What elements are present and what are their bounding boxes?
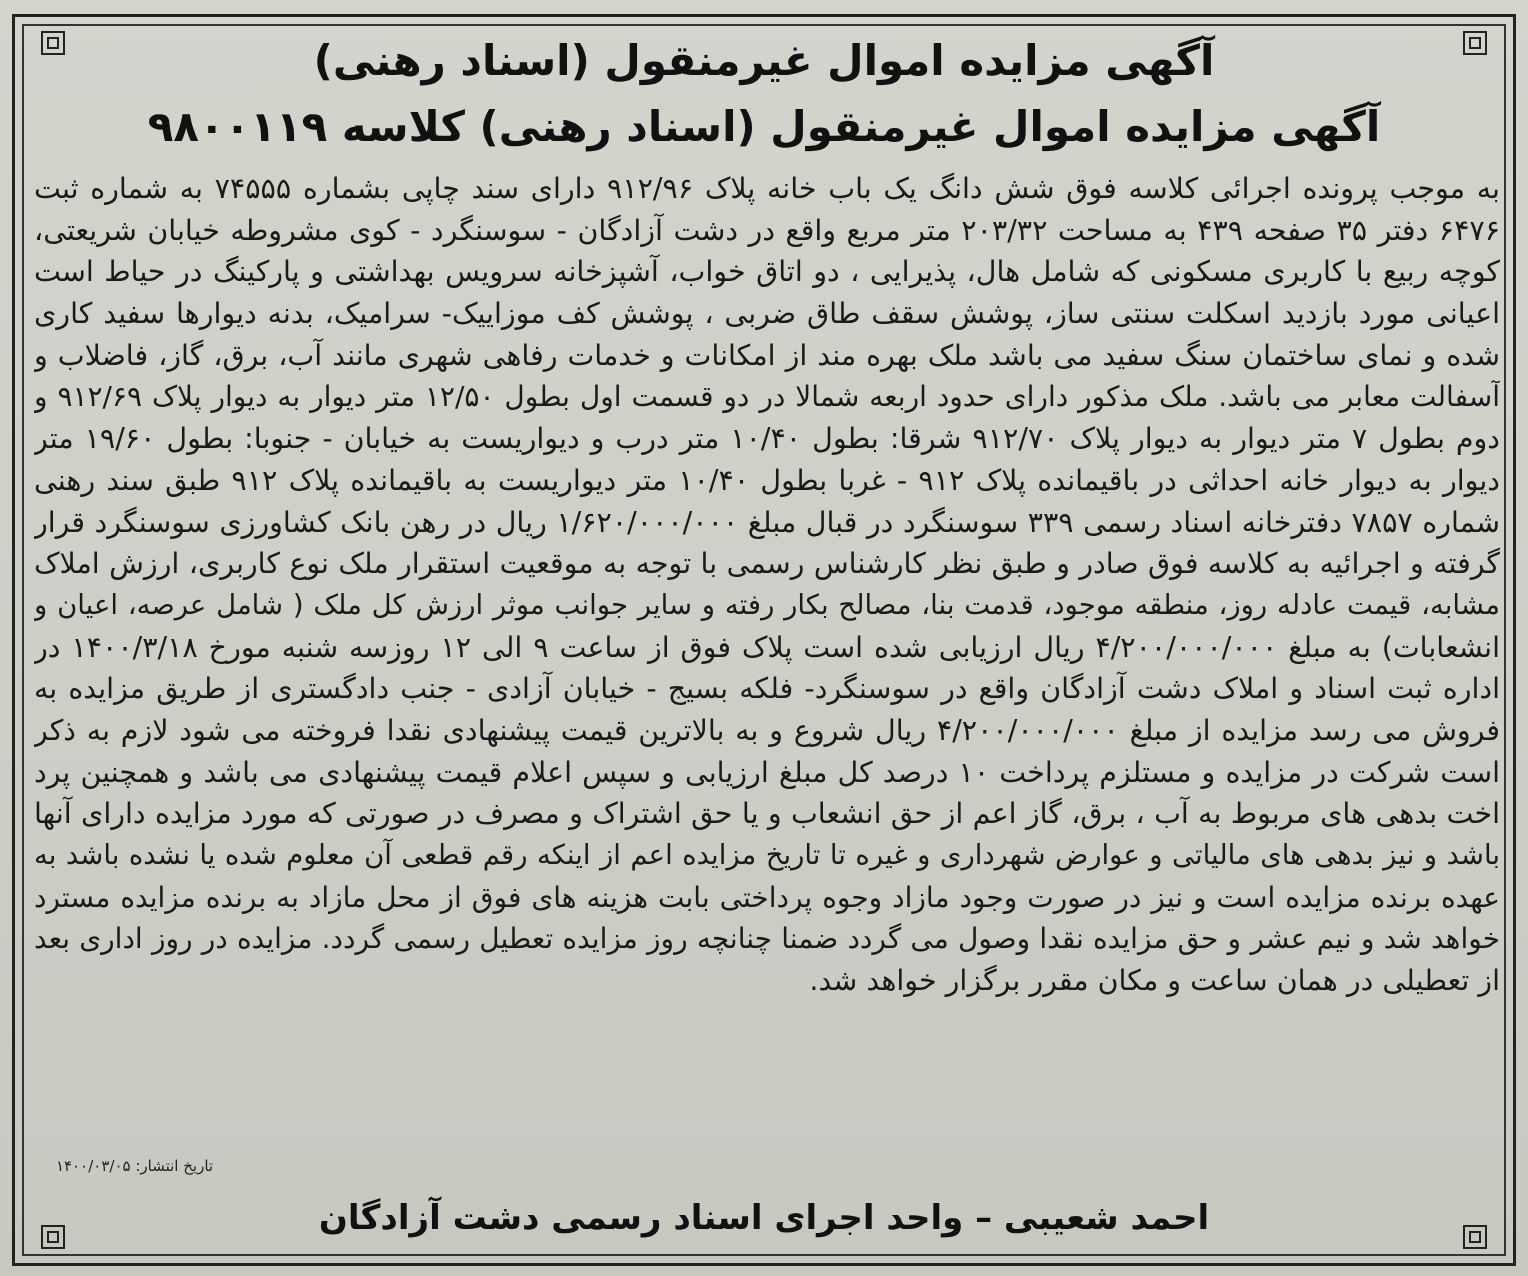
- corner-ornament-icon: [1462, 30, 1488, 56]
- body-line: خواهد شد و نیم عشر و حق مزایده نقدا وصول می گردد ضمنا چنانچه روز مزایده تعطیل رسمی گردد. مزایده در روز اداری بعد: [34, 922, 1500, 956]
- body-line: اداره ثبت اسناد و املاک دشت آزادگان واقع در سوسنگرد- فلکه بسیج - خیابان آزادی - جنب دادگستری از طریق مزایده به: [34, 672, 1500, 706]
- corner-ornament-icon: [1462, 1224, 1488, 1250]
- body-line: است شرکت در مزایده و مستلزم پرداخت ۱۰ درصد کل مبلغ ارزیابی و سپس اعلام قیمت پیشنهادی می باشد و همچنین پرد: [34, 755, 1500, 789]
- body-line: به موجب پرونده اجرائی کلاسه فوق شش دانگ یک باب خانه پلاک ۹۱۲/۹۶ دارای سند چاپی بشماره ۷۴۵۵۵ به شماره ثبت: [34, 172, 1500, 205]
- body-line: مشابه، قیمت عادله روز، منطقه موجود، قدمت بنا، مصالح بکار رفته و سایر جوانب موثر ارزش کل ملک ( شامل عرصه، اعیان و: [34, 588, 1500, 621]
- body-line: اخت بدهی های مربوط به آب ، برق، گاز اعم از حق انشعاب و یا حق اشتراک و مصرف در صورتی که مورد مزایده دارای آنها: [34, 797, 1500, 831]
- corner-ornament-icon: [40, 30, 66, 56]
- body-line: شماره ۷۸۵۷ دفترخانه اسناد رسمی ۳۳۹ سوسنگرد در قبال مبلغ ۱/۶۲۰/۰۰۰/۰۰۰ ریال در رهن بانک کشاورزی سوسنگرد قرار: [34, 505, 1500, 539]
- corner-ornament-icon: [40, 1224, 66, 1250]
- body-line: آسفالت معابر می باشد. ملک مذکور دارای حدود اربعه شمالا در دو قسمت اول بطول ۱۲/۵۰ متر دیوار به دیوار پلاک ۹۱۲/۶۹ و: [34, 380, 1500, 414]
- publish-date: تاریخ انتشار: ۱۴۰۰/۰۳/۰۵: [56, 1157, 214, 1175]
- body-line: شده و نمای ساختمان سنگ سفید می باشد ملک بهره مند از امکانات و خدمات رفاهی شهری مانند آب، برق، گاز، فاضلاب و: [34, 338, 1500, 372]
- body-line: اعیانی مورد بازدید اسکلت سنتی ساز، پوشش سقف طاق ضربی ، پوشش کف موزاییک- سرامیک، بدنه دیوارها سفید کاری: [34, 297, 1500, 331]
- signature: احمد شعیبی – واحد اجرای اسناد رسمی دشت آزادگان: [318, 1198, 1210, 1238]
- body-line: باشد و نیز بدهی های مالیاتی و عوارض شهرداری و غیره تا تاریخ مزایده اعم از اینکه رقم قطعی آن معلوم شده یا نشده باشد به: [34, 839, 1500, 871]
- notice-title: آگهی مزایده اموال غیرمنقول (اسناد رهنی): [313, 36, 1215, 85]
- notice-body: [34, 168, 1500, 1170]
- body-line: فروش می رسد مزایده از مبلغ ۴/۲۰۰/۰۰۰/۰۰۰ ریال شروع و به بالاترین قیمت پیشنهادی نقدا فروخته می شود لازم به ذکر: [34, 713, 1500, 747]
- body-line: دوم بطول ۷ متر دیوار به دیوار پلاک ۹۱۲/۷۰ شرقا: بطول ۱۰/۴۰ متر درب و دیواریست به خیابان - جنوبا: بطول ۱۹/۶۰ متر: [34, 422, 1500, 456]
- body-line: گرفته و اجرائیه به کلاسه فوق صادر و طبق نظر کارشناس رسمی با توجه به موقعیت استقرار ملک نوع کاربری، ارزش املاک: [34, 547, 1500, 581]
- body-line: ۶۴۷۶ دفتر ۳۵ صفحه ۴۳۹ به مساحت ۲۰۳/۳۲ متر مربع واقع در دشت آزادگان - سوسنگرد - کوی مشروطه خیابان شریعتی،: [34, 213, 1500, 247]
- notice-subtitle: آگهی مزایده اموال غیرمنقول (اسناد رهنی) کلاسه ۹۸۰۰۱۱۹: [147, 102, 1381, 151]
- body-line: انشعابات) به مبلغ ۴/۲۰۰/۰۰۰/۰۰۰ ریال ارزیابی شده است پلاک فوق از ساعت ۹ الی ۱۲ روزسه شنبه مورخ ۱۴۰۰/۳/۱۸ در: [34, 630, 1500, 664]
- body-line: از تعطیلی در همان ساعت و مکان مقرر برگزار خواهد شد.: [809, 964, 1500, 998]
- body-line: عهده برنده مزایده است و نیز در صورت وجود مازاد وجوه پرداختی بابت هزینه های فوق از محل مازاد به برنده مزایده مسترد: [34, 880, 1500, 914]
- body-line: کوچه ربیع با کاربری مسکونی که شامل هال، پذیرایی ، دو اتاق خواب، آشپزخانه سرویس بهداشتی و پارکینگ در حیاط است: [34, 255, 1500, 289]
- body-line: دیوار به دیوار خانه احداثی در باقیمانده پلاک ۹۱۲ - غربا بطول ۱۰/۴۰ متر دیواریست به باقیمانده پلاک ۹۱۲ طبق سند رهنی: [34, 463, 1500, 497]
